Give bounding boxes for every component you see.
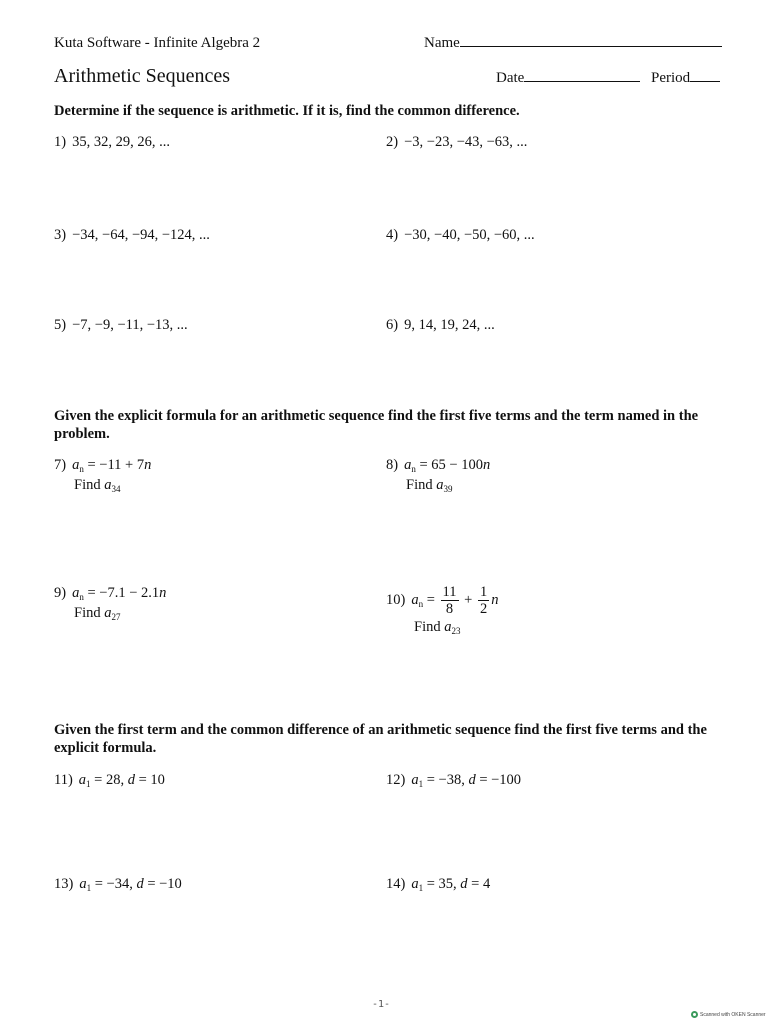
problem-7	[54, 457, 151, 494]
section1-instruction: Determine if the sequence is arithmetic. If it is, find the common difference.	[54, 103, 520, 119]
variable: n	[159, 585, 167, 601]
scanner-watermark	[691, 1011, 766, 1018]
subscript: 1	[418, 779, 424, 789]
date-label: Date	[496, 70, 525, 86]
subscript: n	[411, 464, 416, 474]
formula-rhs: = 65 − 100	[419, 457, 483, 473]
common-difference-value: = 10	[138, 772, 165, 788]
problem-sequence: 35, 32, 29, 26, ...	[72, 134, 170, 150]
subscript: 1	[86, 779, 91, 789]
subscript: 34	[111, 484, 121, 494]
variable: a	[72, 585, 80, 601]
first-term-value: = 28,	[94, 772, 125, 788]
find-label: Find	[414, 619, 445, 635]
variable: n	[144, 457, 152, 473]
variable: a	[411, 876, 419, 892]
problem-sequence: −3, −23, −43, −63, ...	[404, 134, 528, 150]
variable: a	[104, 477, 112, 493]
common-difference-value: = −100	[479, 772, 522, 788]
fraction-numerator: 11	[442, 584, 457, 600]
period-label: Period	[651, 70, 691, 86]
subscript: 1	[418, 883, 424, 893]
problem-14	[386, 876, 490, 893]
fraction-denominator: 8	[445, 601, 454, 617]
date-line	[524, 81, 640, 82]
problem-10	[386, 584, 498, 636]
fraction	[478, 584, 489, 617]
formula	[386, 584, 498, 617]
fraction	[441, 584, 459, 617]
variable: d	[468, 772, 476, 788]
fraction-denominator: 2	[479, 601, 488, 617]
name-label: Name	[424, 35, 460, 51]
common-difference-value: = −10	[147, 876, 182, 892]
problem-number: 3)	[54, 227, 67, 243]
find-label: Find	[74, 605, 105, 621]
find-label: Find	[406, 477, 437, 493]
find-label: Find	[74, 477, 105, 493]
scanner-logo-icon	[691, 1011, 698, 1018]
formula	[54, 457, 151, 474]
subscript: 23	[451, 626, 461, 636]
problem-sequence: 9, 14, 19, 24, ...	[404, 317, 495, 333]
problem-sequence: −30, −40, −50, −60, ...	[404, 227, 535, 243]
problem-number: 8)	[386, 457, 399, 473]
problem-8	[386, 457, 490, 494]
period-field	[651, 70, 720, 87]
problem-number: 2)	[386, 134, 399, 150]
period-line	[690, 81, 720, 82]
page-title: Arithmetic Sequences	[54, 65, 231, 87]
formula-rhs: = −11 + 7	[87, 457, 145, 473]
variable: d	[136, 876, 144, 892]
problem-number: 5)	[54, 317, 67, 333]
publisher-label: Kuta Software - Infinite Algebra 2	[54, 35, 261, 51]
variable: a	[411, 591, 419, 608]
subscript: 1	[86, 883, 92, 893]
subscript: 27	[111, 612, 121, 622]
problem-number: 6)	[386, 317, 399, 333]
variable: a	[78, 772, 87, 788]
problem-number: 12)	[386, 772, 406, 788]
problem-number: 11)	[54, 772, 73, 788]
problem-11	[54, 772, 165, 789]
problem-sequence: −7, −9, −11, −13, ...	[72, 317, 188, 333]
problem-5	[54, 317, 188, 334]
variable: n	[482, 457, 491, 473]
problem-4	[386, 227, 535, 244]
problem-sequence: −34, −64, −94, −124, ...	[72, 227, 210, 243]
problem-number: 1)	[54, 134, 67, 150]
variable: a	[411, 772, 419, 788]
variable: a	[104, 605, 112, 621]
fraction-numerator: 1	[479, 584, 488, 600]
formula-rhs: = −7.1 − 2.1	[87, 585, 160, 601]
variable: d	[127, 772, 135, 788]
subscript: n	[79, 464, 84, 474]
equals-sign: =	[426, 591, 435, 608]
problem-12	[386, 772, 521, 789]
problem-number: 14)	[386, 876, 406, 892]
name-line	[460, 46, 722, 47]
problem-9	[54, 585, 166, 622]
problem-number: 10)	[386, 591, 406, 608]
find-term	[406, 477, 490, 494]
problem-number: 13)	[54, 876, 74, 892]
first-term-value: = −34,	[94, 876, 133, 892]
variable: d	[460, 876, 468, 892]
variable: a	[404, 457, 412, 473]
problem-number: 9)	[54, 585, 67, 601]
problem-3	[54, 227, 210, 244]
first-term-value: = 35,	[426, 876, 457, 892]
subscript: n	[418, 598, 424, 609]
variable: n	[491, 591, 499, 608]
first-term-value: = −38,	[426, 772, 465, 788]
variable: a	[444, 619, 452, 635]
common-difference-value: = 4	[471, 876, 491, 892]
subscript: n	[79, 592, 84, 602]
variable: a	[79, 876, 87, 892]
scanner-label: Scanned with OKEN Scanner	[700, 1011, 766, 1018]
variable: a	[436, 477, 444, 493]
find-term	[74, 605, 166, 622]
name-field	[424, 35, 722, 52]
subscript: 39	[443, 484, 453, 494]
page-number: -1-	[372, 999, 391, 1010]
variable: a	[72, 457, 80, 473]
problem-number: 7)	[54, 457, 67, 473]
problem-2	[386, 134, 527, 151]
formula	[386, 457, 490, 474]
formula	[54, 585, 166, 602]
plus-sign: +	[464, 591, 473, 608]
problem-number: 4)	[386, 227, 399, 243]
section3-instruction: Given the first term and the common difference of an arithmetic sequence find the first five terms and the explicit formula.	[54, 722, 707, 756]
problem-6	[386, 317, 495, 334]
section2-instruction: Given the explicit formula for an arithmetic sequence find the first five terms and the term named in the problem.	[54, 408, 699, 442]
find-term	[414, 619, 498, 636]
problem-13	[54, 876, 182, 893]
date-field	[496, 70, 640, 87]
find-term	[74, 477, 151, 494]
problem-1	[54, 134, 170, 151]
